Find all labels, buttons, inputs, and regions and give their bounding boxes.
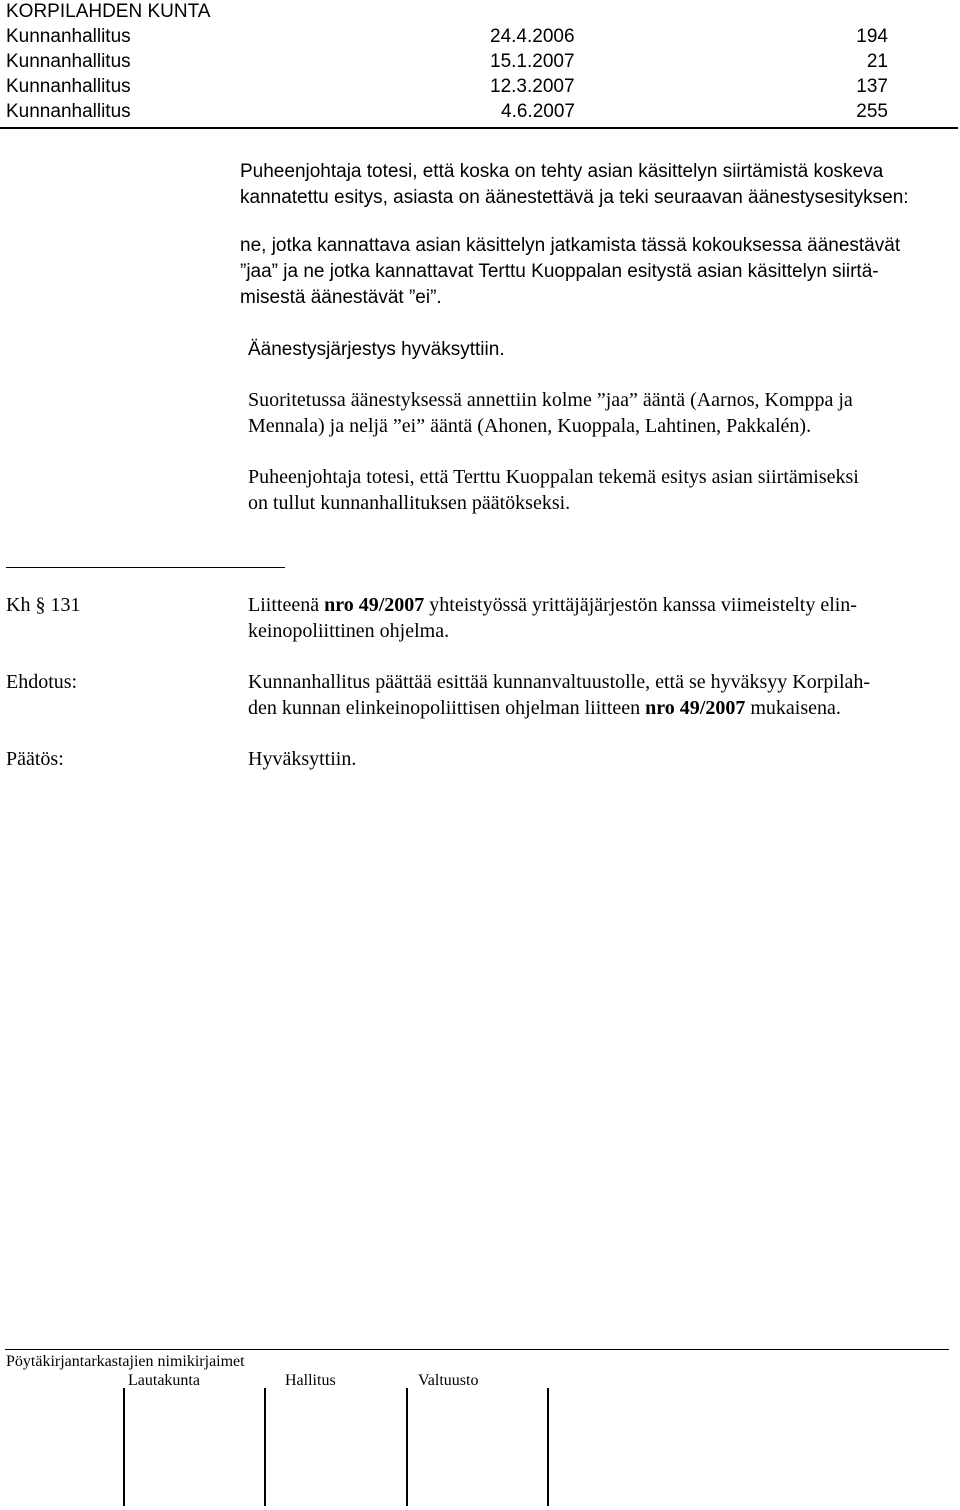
header-body-2: Kunnanhallitus [6,51,131,72]
header-body-4: Kunnanhallitus [6,101,131,122]
footer-divider-1 [123,1388,125,1506]
conclusion-line-2: on tullut kunnanhallituksen päätökseksi. [248,492,571,514]
paatos-label: Päätös: [6,748,64,770]
conclusion-paragraph [248,464,859,516]
footer-col-lautakunta: Lautakunta [128,1372,200,1389]
attachment-line-2: keinopoliittinen ohjelma. [248,620,450,642]
header-page-1: 194 [856,26,888,47]
ehdotus-attachment-number: nro 49/2007 [645,697,746,719]
header-body-1: Kunnanhallitus [6,26,131,47]
header-body-3: Kunnanhallitus [6,76,131,97]
section-divider [6,567,285,568]
intro-line-2: kannatettu esitys, asiasta on äänestettävä ja teki seuraavan äänestysesityksen: [240,187,909,208]
attachment-number: nro 49/2007 [324,594,425,616]
footer-col-valtuusto: Valtuusto [418,1372,479,1389]
header-date-4: 4.6.2007 [501,101,575,122]
footer-divider-2 [264,1388,266,1506]
header-date-3: 12.3.2007 [490,76,575,97]
footer-title: Pöytäkirjantarkastajien nimikirjaimet [6,1353,245,1370]
vote-result-line-2: Mennala) ja neljä ”ei” ääntä (Ahonen, Kuoppala, Lahtinen, Pakkalén). [248,415,812,437]
ehdotus-line-2-post: mukaisena. [745,697,841,719]
proposal-line-3: misestä äänestävät ”ei”. [240,287,442,308]
paatos-text: Hyväksyttiin. [248,748,357,770]
ehdotus-label: Ehdotus: [6,671,78,693]
header-page-4: 255 [856,101,888,122]
header-date-1: 24.4.2006 [490,26,575,47]
vote-result-line-1: Suoritetussa äänestyksessä annettiin kolme ”jaa” ääntä (Aarnos, Komppa ja [248,389,853,411]
ehdotus-line-2-pre: den kunnan elinkeinopoliittisen ohjelman liitteen [248,697,646,719]
header-rule [0,127,958,129]
header-page-2: 21 [866,51,888,72]
ehdotus-line-1: Kunnanhallitus päättää esittää kunnanvaltuustolle, että se hyväksyy Korpilah- [248,671,871,693]
attachment-paragraph [248,592,857,644]
attachment-text-post: yhteistyössä yrittäjäjärjestön kanssa viimeistelty elin- [424,594,857,616]
proposal-paragraph [240,233,900,311]
intro-line-1: Puheenjohtaja totesi, että koska on tehty asian käsittelyn siirtämistä koskeva [240,161,884,182]
footer-col-hallitus: Hallitus [285,1372,336,1389]
footer-divider-3 [406,1388,408,1506]
footer-rule [5,1349,949,1350]
municipality-name: KORPILAHDEN KUNTA [6,1,211,22]
proposal-line-1: ne, jotka kannattava asian käsittelyn jatkamista tässä kokouksessa äänestävät [240,235,901,256]
conclusion-line-1: Puheenjohtaja totesi, että Terttu Kuoppalan tekemä esitys asian siirtämiseksi [248,466,859,488]
footer-divider-4 [547,1388,549,1506]
ehdotus-paragraph [248,669,870,721]
attachment-text-pre: Liitteenä [248,594,325,616]
vote-result-paragraph [248,387,853,439]
order-approved: Äänestysjärjestys hyväksyttiin. [248,339,505,360]
section-label: Kh § 131 [6,594,81,616]
intro-paragraph [240,159,909,211]
header-date-2: 15.1.2007 [490,51,575,72]
header-page-3: 137 [856,76,888,97]
proposal-line-2: ”jaa” ja ne jotka kannattavat Terttu Kuoppalan esitystä asian käsittelyn siirtä- [240,261,879,282]
